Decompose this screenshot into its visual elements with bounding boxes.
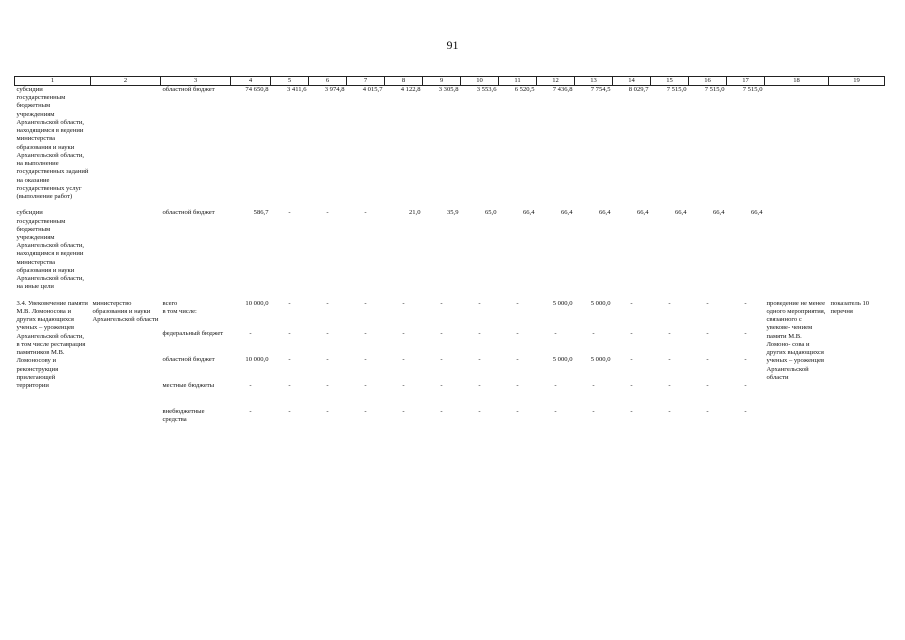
value-cell: - [744, 381, 747, 389]
value-cell: - [288, 209, 291, 217]
value-cell: 5 000,0 [552, 355, 573, 363]
table-row [15, 86, 885, 202]
value-cell: - [516, 381, 519, 389]
value-column-cell [651, 300, 689, 434]
column-number-cell: 9 [423, 77, 461, 86]
funding-source-cell: областной бюджет [162, 86, 215, 93]
value-cell: - [516, 355, 519, 363]
value-cell: 8 029,7 [628, 86, 649, 93]
value-cell: - [592, 381, 595, 389]
value-cell: 66,4 [522, 209, 535, 217]
column-number-cell: 16 [689, 77, 727, 86]
column-number-cell: 13 [575, 77, 613, 86]
value-cell: - [516, 299, 519, 307]
indicator-cell [829, 209, 885, 291]
value-cell: - [554, 329, 557, 337]
value-cell: - [478, 355, 481, 363]
funding-source-subtext: в том числе: [162, 307, 197, 315]
value-column-cell [385, 300, 423, 434]
value-cell: - [288, 381, 291, 389]
value-cell: 6 520,5 [514, 86, 535, 93]
value-cell: - [706, 407, 709, 415]
value-cell: - [744, 407, 747, 415]
executor-cell: министерство образования и науки Архангельской области [92, 299, 159, 324]
value-cell: 3 553,6 [476, 86, 497, 93]
value-cell: - [630, 299, 633, 307]
value-cell: 5 000,0 [552, 299, 573, 307]
column-number-cell: 15 [651, 77, 689, 86]
funding-source-cell [161, 300, 231, 434]
funding-source-label [163, 356, 229, 378]
value-cell: - [364, 355, 367, 363]
value-cell: 65,0 [484, 209, 497, 217]
value-cell: 66,4 [598, 209, 611, 217]
value-cell: - [364, 209, 367, 217]
funding-source-text: внебюджетные средства [162, 407, 205, 423]
funding-source-text: всего [162, 299, 178, 307]
value-cell: - [440, 299, 443, 307]
value-column-cell [689, 300, 727, 434]
value-column-cell [309, 300, 347, 434]
column-number-cell: 8 [385, 77, 423, 86]
column-number-cell: 19 [829, 77, 885, 86]
value-cell: - [326, 355, 329, 363]
value-cell: - [592, 329, 595, 337]
value-cell: - [668, 381, 671, 389]
measure-name-cell: субсидии государственным бюджетным учреждениям Архангельской области, находящимся в ведении министерства образования и науки Архангельской области, на иные цели [16, 209, 85, 291]
result-cell: проведение не менее одного мероприятия, связанного с увекове- чением памяти М.В. Ломоно- сова и других выдающихся ученых – уроженцев Архангельской области [766, 299, 826, 381]
column-number-cell: 4 [231, 77, 271, 86]
value-cell: - [288, 329, 291, 337]
value-cell: - [478, 381, 481, 389]
value-cell: - [288, 407, 291, 415]
value-cell: - [364, 329, 367, 337]
value-column-cell [575, 300, 613, 434]
value-cell: - [249, 329, 252, 337]
value-column-cell [727, 300, 765, 434]
table-row-item-3-4 [15, 300, 885, 434]
value-cell: - [440, 381, 443, 389]
value-cell: - [402, 407, 405, 415]
value-cell: - [478, 407, 481, 415]
value-cell: - [668, 299, 671, 307]
value-cell: - [326, 299, 329, 307]
value-cell: - [630, 329, 633, 337]
value-cell: 66,4 [636, 209, 649, 217]
value-cell: - [668, 355, 671, 363]
value-cell: - [402, 329, 405, 337]
value-cell: - [668, 407, 671, 415]
value-cell: 4 122,8 [400, 86, 421, 93]
value-cell: - [326, 381, 329, 389]
value-cell: - [402, 355, 405, 363]
value-cell: 66,4 [750, 209, 763, 217]
value-cell: 74 650,8 [245, 86, 269, 93]
value-cell: - [668, 329, 671, 337]
value-cell: 66,4 [560, 209, 573, 217]
value-cell: - [744, 329, 747, 337]
value-column-cell [423, 300, 461, 434]
result-cell [765, 86, 829, 202]
value-cell: 7 515,0 [704, 86, 725, 93]
value-cell: - [440, 407, 443, 415]
value-cell: 66,4 [712, 209, 725, 217]
value-cell: - [554, 407, 557, 415]
column-number-cell: 1 [15, 77, 91, 86]
result-cell [765, 209, 829, 291]
page-number: 91 [446, 38, 459, 52]
value-cell: - [440, 355, 443, 363]
indicator-cell: показатель 10 перечня [830, 299, 870, 315]
funding-source-text: областной бюджет [162, 355, 215, 363]
value-cell: 586,7 [253, 209, 269, 217]
row-spacer [15, 201, 885, 209]
column-number-cell: 6 [309, 77, 347, 86]
value-cell: - [706, 355, 709, 363]
value-cell: 7 515,0 [666, 86, 687, 93]
executor-cell [91, 209, 161, 291]
value-cell: - [478, 299, 481, 307]
value-cell: - [706, 381, 709, 389]
value-cell: - [706, 329, 709, 337]
funding-source-label [163, 300, 229, 326]
value-cell: - [326, 407, 329, 415]
value-cell: - [630, 381, 633, 389]
funding-source-label [163, 382, 229, 404]
column-number-cell: 7 [347, 77, 385, 86]
value-cell: - [440, 329, 443, 337]
value-column-cell [271, 300, 309, 434]
value-cell: 7 436,8 [552, 86, 573, 93]
column-number-cell: 3 [161, 77, 231, 86]
funding-source-cell: областной бюджет [162, 209, 215, 217]
value-cell: - [364, 407, 367, 415]
funding-source-label [163, 330, 229, 352]
value-cell: 5 000,0 [590, 355, 611, 363]
value-cell: - [706, 299, 709, 307]
column-number-cell: 17 [727, 77, 765, 86]
funding-source-text: местные бюджеты [162, 381, 215, 389]
column-number-row [15, 77, 885, 86]
value-cell: 3 974,8 [324, 86, 345, 93]
column-number-cell: 14 [613, 77, 651, 86]
value-column-cell [499, 300, 537, 434]
value-cell: - [364, 299, 367, 307]
value-cell: - [364, 381, 367, 389]
value-cell: - [402, 299, 405, 307]
value-cell: - [516, 407, 519, 415]
value-column-cell [231, 300, 271, 434]
column-number-cell: 10 [461, 77, 499, 86]
value-cell: - [288, 355, 291, 363]
value-cell: - [288, 299, 291, 307]
column-number-cell: 12 [537, 77, 575, 86]
program-table [14, 76, 885, 434]
column-number-cell: 11 [499, 77, 537, 86]
table-row [15, 209, 885, 291]
value-cell: 3 411,6 [286, 86, 307, 93]
value-cell: 7 754,5 [590, 86, 611, 93]
value-cell: 66,4 [674, 209, 687, 217]
funding-source-label [163, 408, 229, 430]
value-cell: - [478, 329, 481, 337]
row-spacer [15, 292, 885, 300]
value-cell: 3 305,8 [438, 86, 459, 93]
value-cell: - [744, 299, 747, 307]
value-cell: - [326, 209, 329, 217]
value-cell: - [744, 355, 747, 363]
column-number-cell: 18 [765, 77, 829, 86]
column-number-cell: 5 [271, 77, 309, 86]
measure-name-cell: субсидии государственным бюджетным учреждениям Архангельской области, находящимся в ведении министерства образования и науки Архангельской области, на выполнение государственных заданий на оказание государственных услуг (выполнение работ) [16, 86, 89, 201]
value-cell: 21,0 [408, 209, 421, 217]
value-column-cell [537, 300, 575, 434]
indicator-cell [829, 86, 885, 202]
value-cell: 10 000,0 [245, 299, 269, 307]
value-cell: 7 515,0 [742, 86, 763, 93]
value-column-cell [613, 300, 651, 434]
value-cell: 5 000,0 [590, 299, 611, 307]
value-cell: 4 015,7 [362, 86, 383, 93]
value-cell: - [249, 407, 252, 415]
value-column-cell [461, 300, 499, 434]
executor-cell [91, 86, 161, 202]
value-cell: - [554, 381, 557, 389]
value-cell: - [630, 355, 633, 363]
value-cell: - [592, 407, 595, 415]
value-cell: - [249, 381, 252, 389]
value-cell: - [516, 329, 519, 337]
measure-name-cell: 3.4. Увековечение памяти М.В. Ломоносова и других выдающихся ученых – уроженцев Архангельской области, в том числе реставрация памятников М.В. Ломоносову и реконструкция прилегающей территории [16, 299, 88, 389]
value-column-cell [347, 300, 385, 434]
value-cell: 35,9 [446, 209, 459, 217]
value-cell: 10 000,0 [245, 355, 269, 363]
value-cell: - [630, 407, 633, 415]
funding-source-text: федеральный бюджет [162, 329, 224, 337]
value-cell: - [326, 329, 329, 337]
value-cell: - [402, 381, 405, 389]
column-number-cell: 2 [91, 77, 161, 86]
